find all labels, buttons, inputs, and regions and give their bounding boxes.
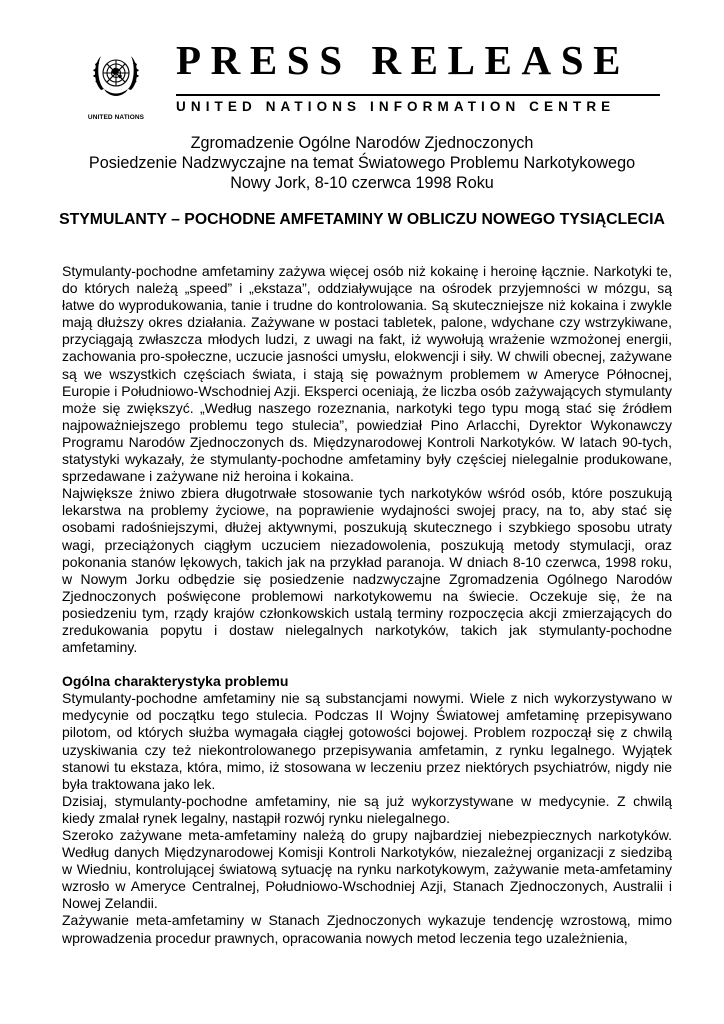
press-release-header — [84, 37, 664, 121]
un-logo — [84, 48, 148, 120]
meeting-info — [40, 133, 684, 193]
header-divider — [176, 94, 660, 96]
un-logo-label: UNITED NATIONS — [87, 114, 145, 121]
section-heading: Ogólna charakterystyka problemu — [62, 673, 289, 690]
section-paragraph: Szeroko zażywane meta-amfetaminy należą do grupy najbardziej niebezpiecznych narkotyków. Według danych Międzynarodowej Komisji Kontroli Narkotyków, niezależnej organizacji z siedzibą w Wiedniu, kontrolującej światową sytuację na rynku narkotykowym, zażywanie meta-amfetaminy wzrosło w Ameryce Centralnej, Południowo-Wschodniej Azji, Stanach Zjednoczonych, Australii i Nowej Zelandii. — [62, 827, 672, 912]
document-body — [62, 263, 672, 947]
paragraph-spacer — [62, 656, 672, 673]
document-title: STYMULANTY – POCHODNE AMFETAMINY W OBLICZU NOWEGO TYSIĄCLECIA — [59, 211, 665, 228]
un-emblem-icon — [90, 48, 142, 108]
body-paragraph: Stymulanty-pochodne amfetaminy zażywa więcej osób niż kokainę i heroinę łącznie. Narkotyki te, do których należą „speed” i „ekstaza”, oddziaływujące na ośrodek przyjemności w mózgu, są łatwe do wyprodukowania, tanie i trudne do kontrolowania. Są skuteczniejsze niż kokaina i zwykle mają dłuższy okres działania. Zażywane w postaci tabletek, palone, wdychane czy wstrzykiwane, przyciągają zwłaszcza młodych ludzi, z uwagi na fakt, iż wywołują wrażenie wzmożonej energii, zachowania pro-społeczne, uczucie jasności umysłu, elokwencji i siły. W chwili obecnej, zażywane są we wszystkich częściach świata, i stają się poważnym problemem w Ameryce Północnej, Europie i Południowo-Wschodniej Azji. Eksperci oceniają, że liczba osób zażywających stymulanty może się zwiększyć. „Według naszego rozeznania, narkotyki tego typu mogą stać się źródłem najpoważniejszego problemu tego stulecia”, powiedział Pino Arlacchi, Dyrektor Wykonawczy Programu Narodów Zjednoczonych ds. Międzynarodowej Kontroli Narkotyków. W latach 90-tych, statystyki wykazały, że stymulanty-pochodne amfetaminy były częściej nielegalnie produkowane, sprzedawane i zażywane niż heroina i kokaina. — [62, 263, 672, 485]
section-paragraph: Zażywanie meta-amfetaminy w Stanach Zjednoczonych wykazuje tendencję wzrostową, mimo wprowadzenia procedur prawnych, opracowania nowych metod leczenia tego uzależnienia, — [62, 912, 672, 946]
meeting-line-2: Posiedzenie Nadzwyczajne na temat Światowego Problemu Narkotykowego — [88, 154, 636, 172]
meeting-line-1: Zgromadzenie Ogólne Narodów Zjednoczonych — [190, 134, 534, 152]
body-paragraph: Największe żniwo zbiera długotrwałe stosowanie tych narkotyków wśród osób, które poszukują lekarstwa na problemy życiowe, na poprawienie wydajności swojej pracy, na to, aby stać się osobami radośniejszymi, dłużej aktywnymi, poszukują skutecznego i szybkiego sposobu utraty wagi, przeciążonych ciągłym uczuciem niezadowolenia, poszukują metody stymulacji, oraz pokonania stanów lękowych, takich jak na przykład paranoja. W dniach 8-10 czerwca, 1998 roku, w Nowym Jorku odbędzie się posiedzenie nadzwyczajne Zgromadzenia Ogólnego Narodów Zjednoczonych poświęcone problemowi narkotykowemu na świecie. Oczekuje się, że na posiedzeniu tym, rządy krajów członkowskich ustalą terminy rozpoczęcia akcji zmierzających do zredukowania popytu i dostaw nielegalnych narkotyków, takich jak stymulanty-pochodne amfetaminy. — [62, 485, 672, 656]
press-release-subtitle: UNITED NATIONS INFORMATION CENTRE — [176, 99, 616, 114]
section-paragraph: Dzisiaj, stymulanty-pochodne amfetaminy, nie są już wykorzystywane w medycynie. Z chwilą kiedy zmalał rynek legalny, nastąpił rozwój rynku nielegalnego. — [62, 792, 672, 826]
meeting-line-3: Nowy Jork, 8-10 czerwca 1998 Roku — [230, 174, 494, 192]
section-paragraph: Stymulanty-pochodne amfetaminy nie są substancjami nowymi. Wiele z nich wykorzystywano w medycynie od początku tego stulecia. Podczas II Wojny Światowej amfetaminę przepisywano pilotom, od których służba wymagała ciągłej gotowości bojowej. Problem rozpoczął się z chwilą uzyskiwania czy też niekontrolowanego przepisywania amfetamin, z rynku legalnego. Wyjątek stanowi tu ekstaza, która, mimo, iż stosowana w leczeniu przez niektórych psychiatrów, nigdy nie była traktowana jako lek. — [62, 690, 672, 792]
press-release-title: PRESS RELEASE — [176, 37, 631, 83]
